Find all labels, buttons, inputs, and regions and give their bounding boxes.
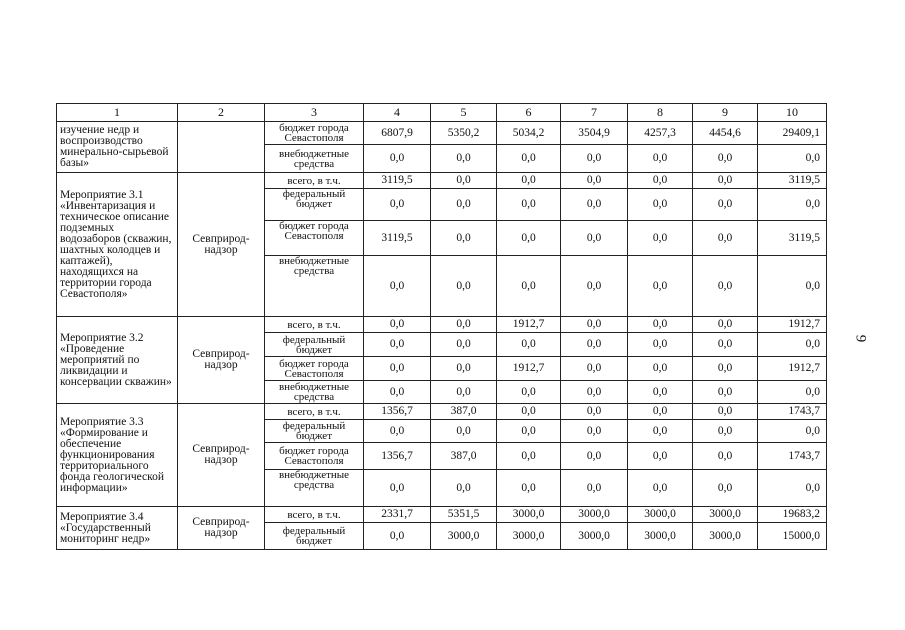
value-cell: 0,0	[628, 470, 693, 507]
value-cell: 0,0	[693, 221, 758, 256]
header-cell: 1	[57, 104, 178, 122]
value-cell: 0,0	[628, 404, 693, 420]
value-cell: 0,0	[561, 317, 628, 333]
funding-source-cell: федеральный бюджет	[265, 420, 364, 443]
value-cell: 0,0	[497, 256, 561, 317]
value-cell: 0,0	[431, 317, 497, 333]
value-cell: 0,0	[561, 404, 628, 420]
value-cell: 0,0	[561, 333, 628, 357]
value-cell: 4257,3	[628, 122, 693, 145]
value-cell: 0,0	[693, 470, 758, 507]
header-cell: 10	[758, 104, 827, 122]
value-cell: 0,0	[497, 404, 561, 420]
value-cell: 0,0	[561, 420, 628, 443]
value-cell: 0,0	[758, 145, 827, 173]
value-cell: 0,0	[431, 357, 497, 381]
value-cell: 0,0	[561, 470, 628, 507]
header-cell: 8	[628, 104, 693, 122]
value-cell: 0,0	[431, 189, 497, 221]
header-cell: 6	[497, 104, 561, 122]
value-cell: 0,0	[693, 381, 758, 404]
value-cell: 3000,0	[693, 507, 758, 523]
value-cell: 0,0	[693, 317, 758, 333]
value-cell: 29409,1	[758, 122, 827, 145]
value-cell: 19683,2	[758, 507, 827, 523]
page-number: 9	[852, 334, 869, 343]
value-cell: 0,0	[628, 221, 693, 256]
value-cell: 0,0	[497, 145, 561, 173]
funding-source-cell: бюджет города Севастополя	[265, 357, 364, 381]
table-row	[57, 122, 827, 145]
table-row	[57, 173, 827, 189]
value-cell: 0,0	[561, 145, 628, 173]
value-cell: 0,0	[628, 333, 693, 357]
value-cell: 5350,2	[431, 122, 497, 145]
header-cell: 2	[178, 104, 265, 122]
funding-source-cell: федеральный бюджет	[265, 523, 364, 550]
value-cell: 3000,0	[561, 523, 628, 550]
executor-cell: Севприрод-надзор	[178, 173, 265, 317]
value-cell: 1912,7	[497, 317, 561, 333]
value-cell: 1356,7	[364, 443, 431, 470]
value-cell: 3119,5	[758, 173, 827, 189]
value-cell: 4454,6	[693, 122, 758, 145]
value-cell: 0,0	[497, 420, 561, 443]
value-cell: 0,0	[497, 333, 561, 357]
value-cell: 0,0	[364, 256, 431, 317]
value-cell: 0,0	[628, 381, 693, 404]
value-cell: 0,0	[628, 420, 693, 443]
value-cell: 0,0	[693, 145, 758, 173]
value-cell: 0,0	[431, 145, 497, 173]
value-cell: 0,0	[431, 333, 497, 357]
value-cell: 0,0	[431, 173, 497, 189]
value-cell: 0,0	[364, 333, 431, 357]
value-cell: 0,0	[561, 189, 628, 221]
funding-source-cell: всего, в т.ч.	[265, 173, 364, 189]
table-row	[57, 317, 827, 333]
value-cell: 0,0	[628, 189, 693, 221]
value-cell: 0,0	[693, 357, 758, 381]
value-cell: 0,0	[758, 420, 827, 443]
header-cell: 9	[693, 104, 758, 122]
value-cell: 0,0	[364, 523, 431, 550]
value-cell: 0,0	[693, 333, 758, 357]
value-cell: 0,0	[497, 189, 561, 221]
funding-source-cell: федеральный бюджет	[265, 189, 364, 221]
funding-source-cell: внебюджетные средства	[265, 145, 364, 173]
value-cell: 2331,7	[364, 507, 431, 523]
activity-name-cell: Мероприятие 3.3 «Формирование и обеспечение функционирования территориального фонда геологической информации»	[57, 404, 178, 507]
value-cell: 0,0	[758, 381, 827, 404]
executor-cell: Севприрод-надзор	[178, 507, 265, 550]
value-cell: 0,0	[364, 189, 431, 221]
value-cell: 387,0	[431, 443, 497, 470]
value-cell: 0,0	[628, 357, 693, 381]
value-cell: 1743,7	[758, 443, 827, 470]
value-cell: 3000,0	[497, 523, 561, 550]
funding-source-cell: внебюджетные средства	[265, 256, 364, 317]
value-cell: 3119,5	[364, 173, 431, 189]
value-cell: 0,0	[497, 173, 561, 189]
value-cell: 5351,5	[431, 507, 497, 523]
header-cell: 4	[364, 104, 431, 122]
funding-source-cell: всего, в т.ч.	[265, 404, 364, 420]
value-cell: 0,0	[364, 357, 431, 381]
value-cell: 0,0	[561, 443, 628, 470]
value-cell: 0,0	[693, 404, 758, 420]
table-row	[57, 507, 827, 523]
value-cell: 0,0	[431, 256, 497, 317]
value-cell: 0,0	[364, 145, 431, 173]
activity-name-cell: изучение недр и воспроизводство минерально-сырьевой базы»	[57, 122, 178, 173]
funding-source-cell: бюджет города Севастополя	[265, 122, 364, 145]
value-cell: 0,0	[758, 333, 827, 357]
value-cell: 0,0	[628, 317, 693, 333]
header-cell: 7	[561, 104, 628, 122]
value-cell: 5034,2	[497, 122, 561, 145]
funding-source-cell: всего, в т.ч.	[265, 317, 364, 333]
value-cell: 0,0	[758, 189, 827, 221]
value-cell: 1912,7	[758, 357, 827, 381]
value-cell: 3504,9	[561, 122, 628, 145]
value-cell: 0,0	[364, 317, 431, 333]
funding-source-cell: федеральный бюджет	[265, 333, 364, 357]
table-body	[57, 104, 827, 550]
value-cell: 3119,5	[364, 221, 431, 256]
header-cell: 5	[431, 104, 497, 122]
value-cell: 3000,0	[628, 507, 693, 523]
value-cell: 3119,5	[758, 221, 827, 256]
funding-source-cell: внебюджетные средства	[265, 381, 364, 404]
value-cell: 0,0	[497, 221, 561, 256]
value-cell: 0,0	[628, 256, 693, 317]
value-cell: 0,0	[431, 420, 497, 443]
value-cell: 0,0	[758, 470, 827, 507]
executor-cell: Севприрод-надзор	[178, 404, 265, 507]
value-cell: 0,0	[364, 470, 431, 507]
value-cell: 0,0	[628, 443, 693, 470]
value-cell: 0,0	[693, 189, 758, 221]
value-cell: 3000,0	[693, 523, 758, 550]
activity-name-cell: Мероприятие 3.1 «Инвентаризация и техническое описание подземных водозаборов (скважин, шахтных колодцев и каптажей), находящихся на территории города Севастополя»	[57, 173, 178, 317]
funding-source-cell: внебюджетные средства	[265, 470, 364, 507]
activity-name-cell: Мероприятие 3.4 «Государственный мониторинг недр»	[57, 507, 178, 550]
value-cell: 0,0	[497, 443, 561, 470]
header-cell: 3	[265, 104, 364, 122]
value-cell: 1743,7	[758, 404, 827, 420]
value-cell: 0,0	[628, 173, 693, 189]
value-cell: 0,0	[693, 173, 758, 189]
value-cell: 6807,9	[364, 122, 431, 145]
value-cell: 0,0	[561, 173, 628, 189]
value-cell: 0,0	[561, 221, 628, 256]
value-cell: 0,0	[561, 357, 628, 381]
funding-source-cell: бюджет города Севастополя	[265, 443, 364, 470]
value-cell: 3000,0	[431, 523, 497, 550]
value-cell: 0,0	[431, 221, 497, 256]
activity-name-cell: Мероприятие 3.2 «Проведение мероприятий по ликвидации и консервации скважин»	[57, 317, 178, 404]
funding-source-cell: бюджет города Севастополя	[265, 221, 364, 256]
value-cell: 0,0	[561, 256, 628, 317]
value-cell: 0,0	[758, 256, 827, 317]
value-cell: 3000,0	[497, 507, 561, 523]
executor-cell	[178, 122, 265, 173]
value-cell: 0,0	[364, 420, 431, 443]
executor-cell: Севприрод-надзор	[178, 317, 265, 404]
value-cell: 15000,0	[758, 523, 827, 550]
value-cell: 1356,7	[364, 404, 431, 420]
table-row	[57, 404, 827, 420]
value-cell: 0,0	[431, 381, 497, 404]
value-cell: 1912,7	[758, 317, 827, 333]
value-cell: 0,0	[497, 470, 561, 507]
value-cell: 0,0	[497, 381, 561, 404]
value-cell: 0,0	[364, 381, 431, 404]
value-cell: 1912,7	[497, 357, 561, 381]
value-cell: 3000,0	[561, 507, 628, 523]
value-cell: 0,0	[561, 381, 628, 404]
value-cell: 3000,0	[628, 523, 693, 550]
value-cell: 0,0	[628, 145, 693, 173]
value-cell: 0,0	[693, 443, 758, 470]
budget-table	[56, 103, 827, 550]
value-cell: 0,0	[431, 470, 497, 507]
value-cell: 0,0	[693, 256, 758, 317]
funding-source-cell: всего, в т.ч.	[265, 507, 364, 523]
value-cell: 0,0	[693, 420, 758, 443]
value-cell: 387,0	[431, 404, 497, 420]
header-row	[57, 104, 827, 122]
